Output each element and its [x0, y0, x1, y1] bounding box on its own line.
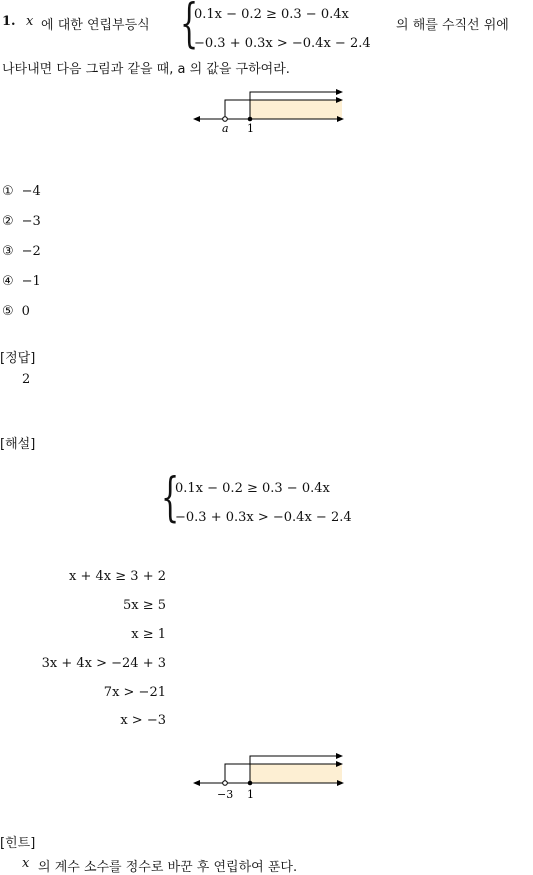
explanation-label-1: 1 — [247, 788, 254, 801]
system-brace: { — [180, 0, 199, 54]
explanation-system-line-2: −0.3 + 0.3x > −0.4x − 2.4 — [175, 510, 352, 525]
choice-3-value: −2 — [21, 244, 41, 259]
choice-5-mark: ⑤ — [2, 304, 14, 319]
answer-heading: [정답] — [0, 351, 36, 366]
choice-4-mark: ④ — [2, 274, 14, 289]
explanation-solution-region — [250, 764, 342, 783]
explanation-axis-left-arrow — [193, 780, 200, 786]
axis-left-arrow — [193, 116, 200, 122]
explanation-system-brace: { — [161, 468, 180, 528]
choice-3[interactable] — [2, 244, 41, 259]
choice-5[interactable] — [2, 304, 30, 319]
label-a: a — [222, 122, 229, 135]
choice-2[interactable] — [2, 214, 41, 229]
hint-text: 의 계수 소수를 정수로 바꾼 후 연립하여 푼다. — [38, 860, 298, 875]
choice-5-value: 0 — [21, 304, 30, 319]
question-variable: x — [26, 14, 34, 29]
explanation-closed-point — [248, 781, 253, 786]
step-3: x ≥ 1 — [131, 627, 166, 642]
choice-2-mark: ② — [2, 214, 14, 229]
closed-point — [248, 117, 253, 122]
explanation-heading: [해설] — [0, 437, 36, 452]
label-1: 1 — [247, 122, 254, 135]
question-tail: 의 해를 수직선 위에 — [396, 18, 509, 33]
choice-4[interactable] — [2, 274, 41, 289]
step-4: 3x + 4x > −24 + 3 — [41, 656, 166, 671]
step-2: 5x ≥ 5 — [122, 598, 166, 613]
explanation-label-neg3: −3 — [217, 788, 234, 801]
step-5: 7x > −21 — [103, 685, 166, 700]
choice-1[interactable] — [2, 184, 41, 199]
choice-4-value: −1 — [21, 274, 41, 289]
explanation-open-point — [223, 781, 228, 786]
step-1: x + 4x ≥ 3 + 2 — [69, 569, 166, 584]
question-line-2: 나타내면 다음 그림과 같을 때, a 의 값을 구하여라. — [2, 62, 290, 77]
choice-1-mark: ① — [2, 184, 14, 199]
answer-value: 2 — [22, 372, 31, 387]
question-lead: 에 대한 연립부등식 — [41, 18, 150, 33]
explanation-number-line-figure — [190, 750, 350, 802]
choice-2-value: −3 — [21, 214, 41, 229]
explanation-system-line-1: 0.1x − 0.2 ≥ 0.3 − 0.4x — [175, 481, 330, 496]
explanation-range-1-arrow — [336, 753, 343, 759]
open-point — [223, 117, 228, 122]
question-number: 1. — [2, 14, 16, 29]
choice-3-mark: ③ — [2, 244, 14, 259]
hint-variable: x — [22, 856, 30, 871]
number-line-figure — [190, 88, 350, 136]
hint-heading: [힌트] — [0, 836, 36, 851]
choice-1-value: −4 — [21, 184, 41, 199]
step-6: x > −3 — [120, 713, 166, 728]
range-1-arrow — [336, 89, 343, 95]
system-line-2: −0.3 + 0.3x > −0.4x − 2.4 — [194, 36, 371, 51]
system-line-1: 0.1x − 0.2 ≥ 0.3 − 0.4x — [194, 7, 349, 22]
solution-region — [250, 100, 342, 119]
